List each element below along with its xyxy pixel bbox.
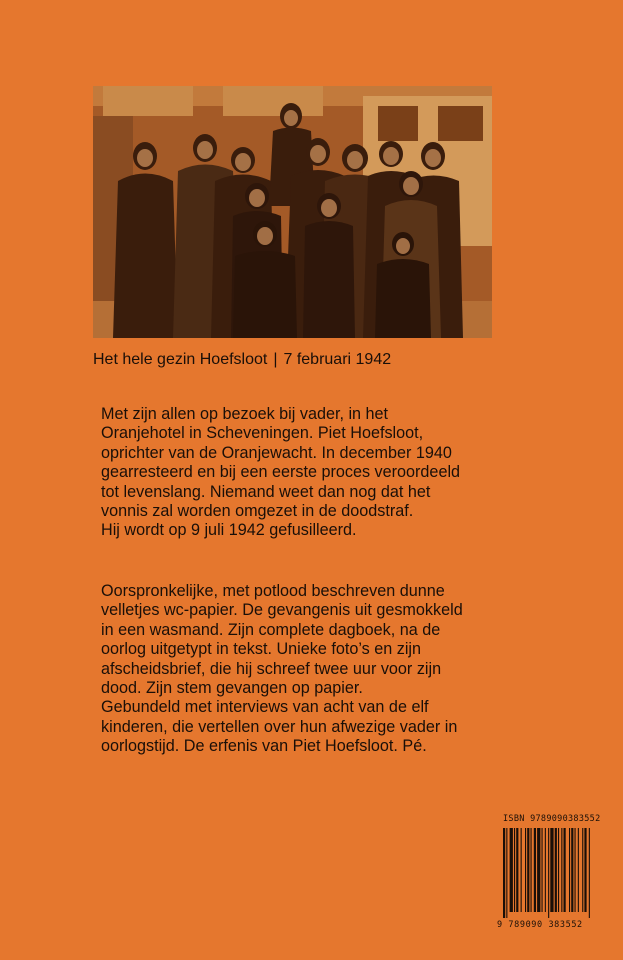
text-line: Oranjehotel in Scheveningen. Piet Hoefsloot, — [101, 424, 424, 443]
text-line: Gebundeld met interviews van acht van de elf — [101, 698, 429, 717]
barcode-bar — [550, 828, 553, 912]
photo-caption — [93, 350, 391, 370]
caption-title: Het hele gezin Hoefsloot — [93, 351, 268, 368]
isbn-digits: 9 789090 383552 — [497, 920, 583, 930]
barcode-bar — [558, 828, 559, 912]
barcode-bar — [578, 828, 579, 912]
barcode-bar — [584, 828, 586, 912]
barcode-bar — [521, 828, 522, 912]
barcode-bar — [575, 828, 576, 912]
caption-separator: | — [273, 351, 278, 368]
isbn-label: ISBN 9789090383552 — [503, 814, 601, 824]
text-line: Hij wordt op 9 juli 1942 gefusilleerd. — [101, 521, 357, 540]
barcode-bar — [545, 828, 546, 912]
text-line: gearresteerd en bij een eerste proces veroordeeld — [101, 463, 461, 482]
isbn-barcode — [497, 806, 603, 938]
text-line: velletjes wc-papier. De gevangenis uit gesmokkeld — [101, 601, 463, 620]
barcode-bar — [514, 828, 515, 912]
text-line: oorlogstijd. De erfenis van Piet Hoefsloot. Pé. — [101, 737, 427, 756]
barcode-bar — [516, 828, 518, 912]
barcode-bar — [548, 828, 549, 918]
text-line: oorlog uitgetypt in tekst. Unieke foto’s en zijn — [101, 640, 422, 659]
barcode-bar — [506, 828, 507, 918]
intro-paragraph — [101, 405, 541, 541]
barcode-bar — [534, 828, 536, 912]
barcode-bar — [527, 828, 529, 912]
barcode-bar — [571, 828, 573, 912]
barcode-bar — [503, 828, 505, 918]
barcode-bars — [503, 828, 603, 918]
text-line: kinderen, die vertellen over hun afwezige vader in — [101, 717, 458, 736]
family-photo — [93, 86, 492, 338]
family-photo-image — [93, 86, 492, 338]
barcode-bar — [589, 828, 590, 918]
text-line: afscheidsbrief, die hij schreef twee uur voor zijn — [101, 659, 442, 678]
text-line: in een wasmand. Zijn complete dagboek, na de — [101, 620, 441, 639]
barcode-bar — [525, 828, 526, 912]
text-line: vonnis zal worden omgezet in de doodstraf. — [101, 502, 414, 521]
barcode-bar — [537, 828, 540, 912]
barcode-bar — [564, 828, 566, 912]
text-line: Oorspronkelijke, met potlood beschreven dunne — [101, 582, 445, 600]
description-paragraph — [101, 582, 541, 757]
text-line: oprichter van de Oranjewacht. In december 1940 — [101, 443, 452, 462]
text-line: tot levenslang. Niemand weet dan nog dat het — [101, 482, 431, 501]
caption-date: 7 februari 1942 — [283, 351, 392, 368]
barcode-bar — [542, 828, 543, 912]
text-line: Met zijn allen op bezoek bij vader, in het — [101, 405, 389, 423]
barcode-bar — [531, 828, 532, 912]
barcode-bar — [555, 828, 557, 912]
barcode-bar — [569, 828, 570, 912]
barcode-bar — [582, 828, 583, 912]
text-line: dood. Zijn stem gevangen op papier. — [101, 679, 363, 698]
barcode-bar — [510, 828, 513, 912]
barcode-bar — [561, 828, 562, 912]
